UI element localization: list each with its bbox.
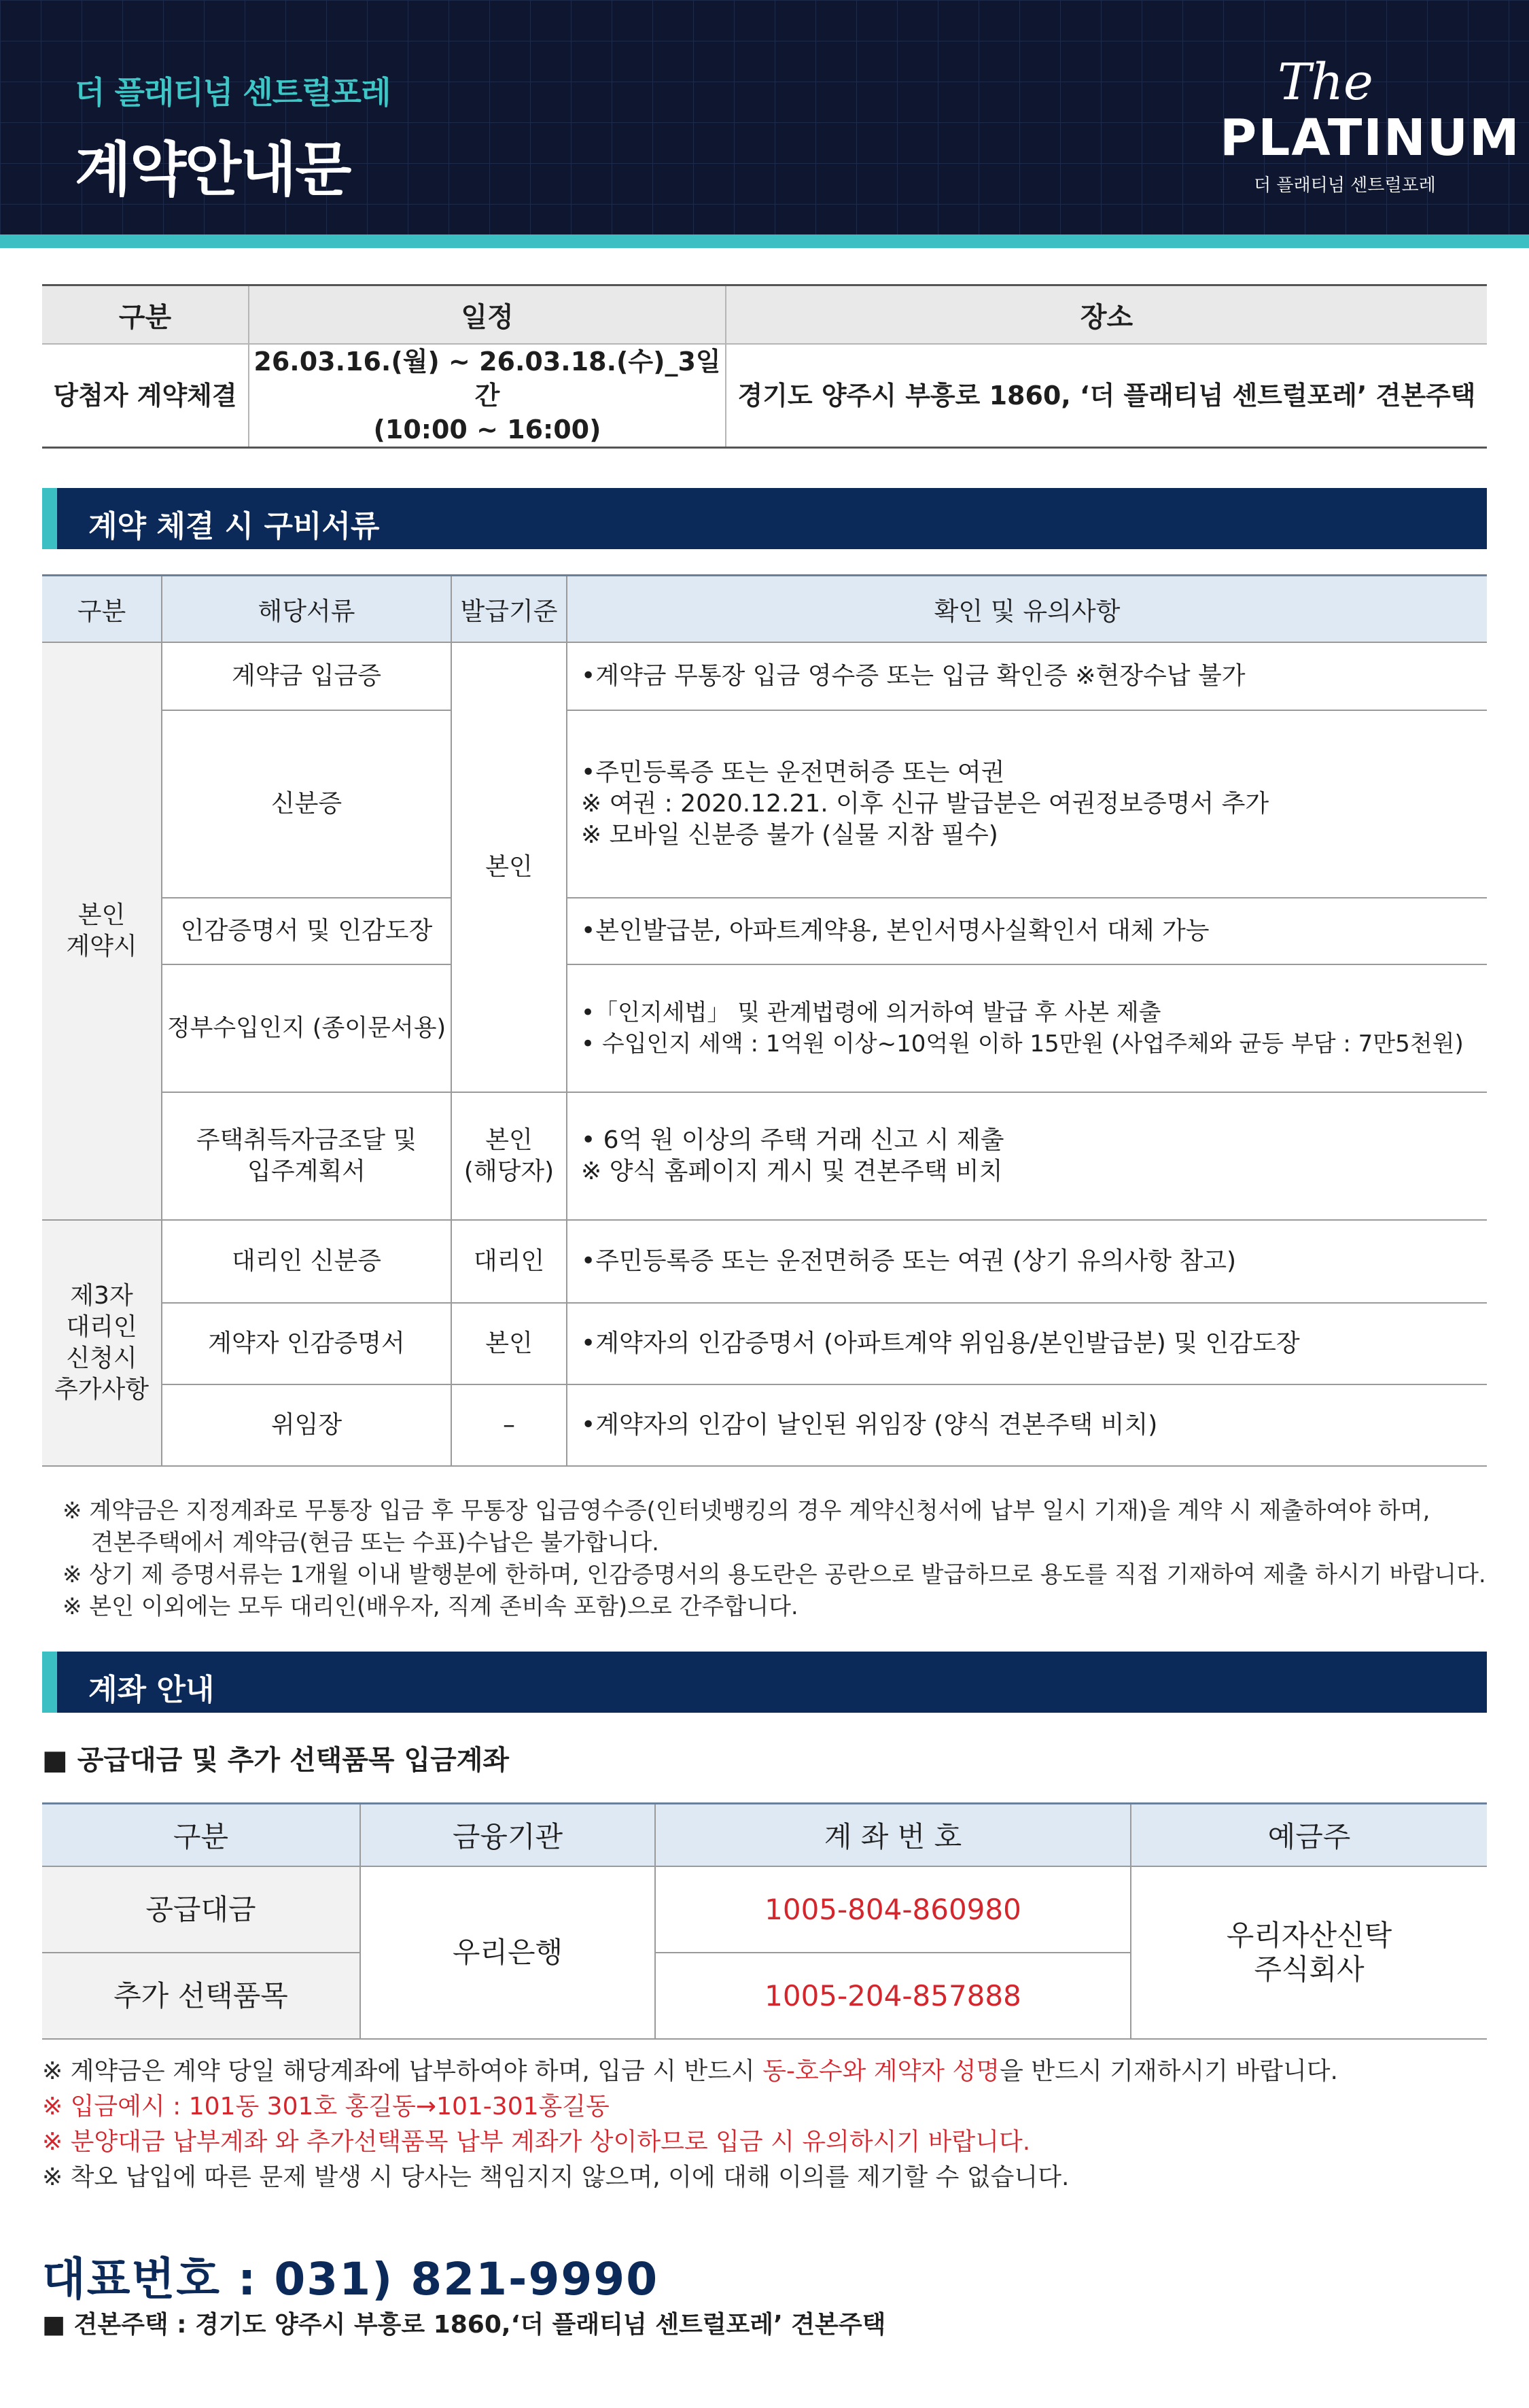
acct-header-number: 계 좌 번 호 [655, 1804, 1131, 1867]
table-row [42, 1092, 1487, 1220]
bank-name: 우리은행 [360, 1866, 655, 2039]
account-number: 1005-204-857888 [655, 1953, 1131, 2039]
table-row [42, 1384, 1487, 1466]
issuer-dash: – [451, 1384, 567, 1466]
note-line: ※ 착오 납입에 따른 문제 발생 시 당사는 책임지지 않으며, 이에 대해 이의를 제기할 수 없습니다. [42, 2163, 1070, 2191]
account-subheading: ■ 공급대금 및 추가 선택품목 입금계좌 [42, 1745, 510, 1776]
documents-table [42, 574, 1487, 1467]
schedule-header-date: 일정 [249, 285, 726, 345]
note-line [42, 2054, 1496, 2089]
table-row [42, 1220, 1487, 1303]
docs-header-category: 구분 [42, 576, 162, 643]
account-notes [42, 2054, 1496, 2195]
doc-name: 주택취득자금조달 및 입주계획서 [162, 1092, 451, 1220]
logo-script: The [1278, 53, 1373, 111]
note-line: ※ 입금예시 : 101동 301호 홍길동→101-301홍길동 [42, 2093, 610, 2121]
section-account-title: 계좌 안내 [88, 1673, 215, 1707]
doc-note: •계약금 무통장 입금 영수증 또는 입금 확인증 ※현장수납 불가 [567, 642, 1487, 710]
doc-name: 정부수입인지 (종이문서용) [162, 964, 451, 1092]
document-notes [63, 1495, 1490, 1623]
doc-note: •계약자의 인감증명서 (아파트계약 위임용/본인발급분) 및 인감도장 [567, 1303, 1487, 1384]
doc-name: 계약금 입금증 [162, 642, 451, 710]
table-row [42, 710, 1487, 898]
account-number: 1005-804-860980 [655, 1866, 1131, 1953]
note-line: 견본주택에서 계약금(현금 또는 수표)수납은 불가합니다. [91, 1529, 659, 1556]
issuer-self2: 본인 [451, 1303, 567, 1384]
table-row [42, 964, 1487, 1092]
page-title: 계약안내문 [75, 136, 351, 204]
note-line: ※ 계약금은 지정계좌로 무통장 입금 후 무통장 입금영수증(인터넷뱅킹의 경우 계약신청서에 납부 일시 기재)을 계약 시 제출하여야 하며, [63, 1497, 1430, 1524]
header-subtitle: 더 플래티넘 센트럴포레 [75, 74, 391, 111]
doc-note: •본인발급분, 아파트계약용, 본인서명사실확인서 대체 가능 [567, 898, 1487, 964]
docs-header-doc: 해당서류 [162, 576, 451, 643]
section-docs-title: 계약 체결 시 구비서류 [88, 509, 380, 544]
acct-header-bank: 금융기관 [360, 1804, 655, 1867]
table-row [42, 642, 1487, 710]
doc-name: 위임장 [162, 1384, 451, 1466]
table-row [42, 898, 1487, 964]
main-phone-number: 대표번호 : 031) 821-9990 [42, 2253, 659, 2305]
group-self-label: 본인 계약시 [42, 642, 162, 1220]
note-highlight: 동-호수와 계약자 성명 [762, 2057, 1000, 2085]
section-account-bar [42, 1652, 1487, 1713]
note-line: ※ 상기 제 증명서류는 1개월 이내 발행분에 한하며, 인감증명서의 용도란은 공란으로 발급하므로 용도를 직접 기재하여 제출 하시기 바랍니다. [63, 1561, 1486, 1588]
schedule-place: 경기도 양주시 부흥로 1860, ‘더 플래티넘 센트럴포레’ 견본주택 [726, 344, 1487, 448]
note-text: ※ 계약금은 계약 당일 해당계좌에 납부하여야 하며, 입금 시 반드시 [42, 2057, 763, 2085]
doc-name: 대리인 신분증 [162, 1220, 451, 1303]
header-accent-band [0, 234, 1529, 248]
page-header [0, 0, 1529, 234]
section-accent [42, 488, 57, 549]
schedule-table [42, 284, 1487, 449]
doc-note: •주민등록증 또는 운전면허증 또는 여권 ※ 여권 : 2020.12.21. 이후 신규 발급분은 여권정보증명서 추가 ※ 모바일 신분증 불가 (실물 지참 필수) [567, 710, 1487, 898]
section-accent [42, 1652, 57, 1713]
issuer-self-applicable: 본인 (해당자) [451, 1092, 567, 1220]
doc-name: 신분증 [162, 710, 451, 898]
note-line: ※ 본인 이외에는 모두 대리인(배우자, 직계 존비속 포함)으로 간주합니다. [63, 1593, 798, 1620]
doc-note: •주민등록증 또는 운전면허증 또는 여권 (상기 유의사항 참고) [567, 1220, 1487, 1303]
table-row [42, 1303, 1487, 1384]
model-house-address: ■ 견본주택 : 경기도 양주시 부흥로 1860,‘더 플래티넘 센트럴포레’ 견본주택 [42, 2311, 886, 2339]
logo-wordmark: PLATINUM [1220, 109, 1521, 167]
schedule-header-category: 구분 [42, 285, 249, 345]
issuer-self: 본인 [451, 642, 567, 1092]
logo-subtext: 더 플래티넘 센트럴포레 [1254, 175, 1436, 196]
table-row [42, 344, 1487, 448]
acct-header-category: 구분 [42, 1804, 360, 1867]
note-line: ※ 분양대금 납부계좌 와 추가선택품목 납부 계좌가 상이하므로 입금 시 유의하시기 바랍니다. [42, 2128, 1031, 2156]
issuer-agent: 대리인 [451, 1220, 567, 1303]
doc-name: 인감증명서 및 인감도장 [162, 898, 451, 964]
doc-note: •「인지세법」 및 관계법령에 의거하여 발급 후 사본 제출 • 수입인지 세액 : 1억원 이상~10억원 이하 15만원 (사업주체와 균등 부담 : 7만5천원) [567, 964, 1487, 1092]
account-label: 공급대금 [42, 1866, 360, 1953]
schedule-header-place: 장소 [726, 285, 1487, 345]
doc-note: • 6억 원 이상의 주택 거래 신고 시 제출 ※ 양식 홈페이지 게시 및 견본주택 비치 [567, 1092, 1487, 1220]
schedule-category: 당첨자 계약체결 [53, 381, 237, 411]
account-holder: 우리자산신탁 주식회사 [1131, 1866, 1487, 2039]
group-agent-label: 제3자 대리인 신청시 추가사항 [42, 1220, 162, 1466]
account-label: 추가 선택품목 [42, 1953, 360, 2039]
schedule-date-line1: 26.03.16.(월) ~ 26.03.18.(수)_3일간 [253, 347, 721, 411]
doc-note: •계약자의 인감이 날인된 위임장 (양식 견본주택 비치) [567, 1384, 1487, 1466]
table-row [42, 1866, 1487, 1953]
doc-name: 계약자 인감증명서 [162, 1303, 451, 1384]
schedule-date-line2: (10:00 ~ 16:00) [373, 415, 601, 444]
docs-header-notes: 확인 및 유의사항 [567, 576, 1487, 643]
section-docs-bar [42, 488, 1487, 549]
accounts-table [42, 1802, 1487, 2040]
note-text: 을 반드시 기재하시기 바랍니다. [1000, 2057, 1338, 2085]
schedule-date [249, 344, 726, 448]
acct-header-holder: 예금주 [1131, 1804, 1487, 1867]
docs-header-issuer: 발급기준 [451, 576, 567, 643]
